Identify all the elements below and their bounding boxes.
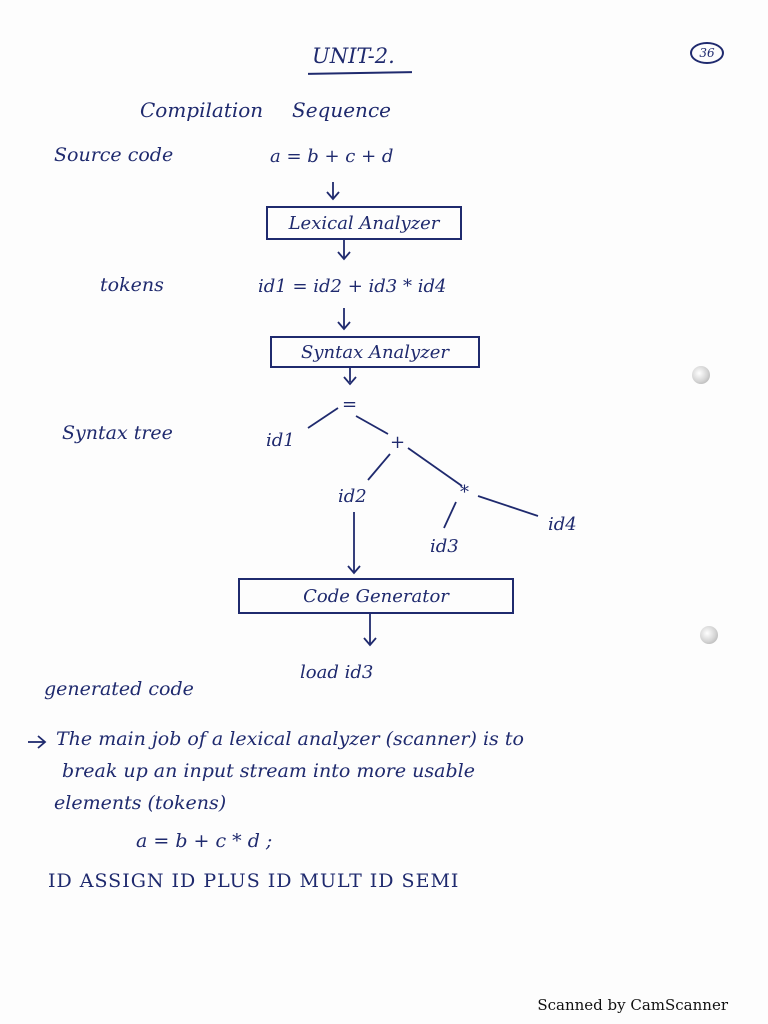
source-expression: a = b + c + d xyxy=(270,146,394,167)
tokens-expression: id1 = id2 + id3 * id4 xyxy=(258,276,447,297)
note-line-1: The main job of a lexical analyzer (scanner) is to xyxy=(56,728,524,750)
scanner-footer: Scanned by CamScanner xyxy=(537,996,728,1014)
code-generator-box: Code Generator xyxy=(238,578,514,614)
tokens-label: tokens xyxy=(100,274,164,296)
generated-code: load id3 xyxy=(300,662,374,683)
note-line-3: elements (tokens) xyxy=(54,792,227,814)
generated-code-label: generated code xyxy=(44,678,194,700)
binder-hole-mark xyxy=(692,366,710,384)
page-number: 36 xyxy=(690,42,724,64)
note-line-2: break up an input stream into more usable xyxy=(62,760,475,782)
binder-hole-mark xyxy=(700,626,718,644)
tree-id3: id3 xyxy=(430,536,459,557)
example-expression: a = b + c * d ; xyxy=(136,830,273,852)
tree-root: = xyxy=(342,394,358,415)
tree-mult: * xyxy=(460,482,469,503)
syntax-analyzer-box: Syntax Analyzer xyxy=(270,336,480,368)
tree-id2: id2 xyxy=(338,486,367,507)
heading-compilation: Compilation xyxy=(140,98,264,122)
tree-plus: + xyxy=(390,432,406,453)
lexical-analyzer-box: Lexical Analyzer xyxy=(266,206,462,240)
tree-id1: id1 xyxy=(266,430,295,451)
unit-title: UNIT-2. xyxy=(312,44,395,68)
syntax-tree-label: Syntax tree xyxy=(62,422,173,444)
tree-id4: id4 xyxy=(548,514,577,535)
source-code-label: Source code xyxy=(54,144,174,166)
token-stream: ID ASSIGN ID PLUS ID MULT ID SEMI xyxy=(48,870,460,892)
heading-sequence: Sequence xyxy=(292,98,391,122)
